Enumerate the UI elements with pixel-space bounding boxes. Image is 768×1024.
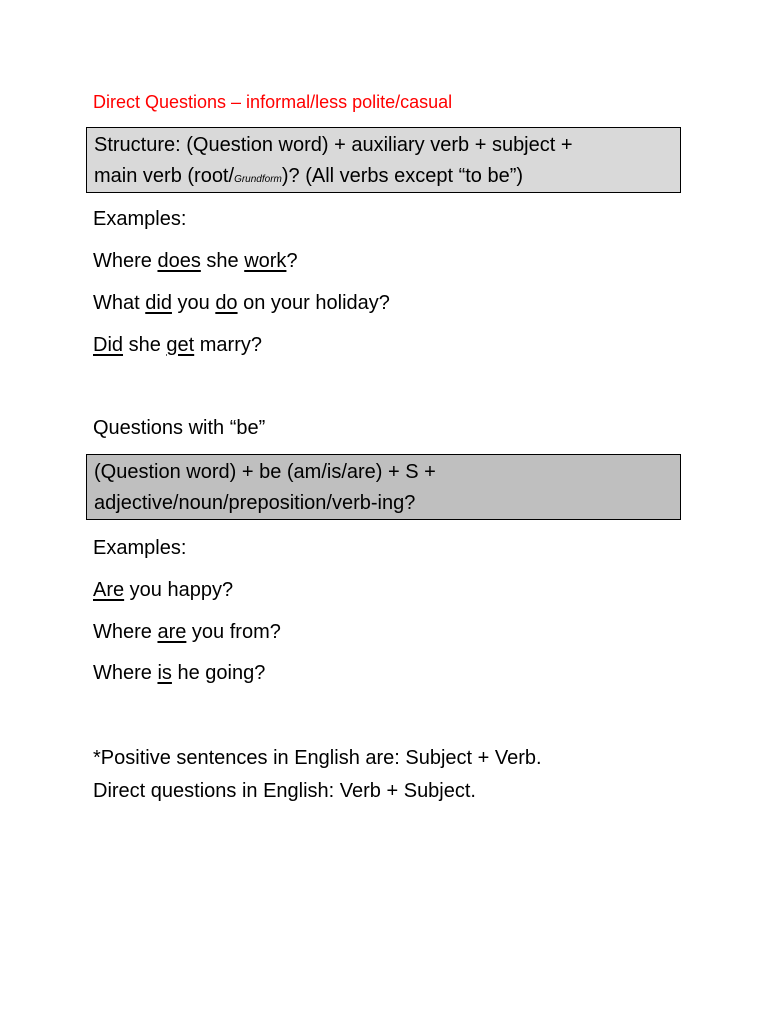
example-text: Where <box>93 621 158 643</box>
be-structure-line-1: (Question word) + be (am/is/are) + S + <box>94 461 436 483</box>
example-text: Where <box>93 250 158 272</box>
underlined-verb: did <box>145 292 172 314</box>
be-structure-line-2: adjective/noun/preposition/verb-ing? <box>94 492 416 514</box>
structure-line-2-start: main verb (root/ <box>94 165 235 187</box>
footnote-line-1: *Positive sentences in English are: Subject + Verb. <box>93 747 542 769</box>
example-text: she <box>123 334 167 356</box>
structure-line-1: Structure: (Question word) + auxiliary verb + subject + <box>94 134 573 156</box>
example-text: What <box>93 292 146 314</box>
example-2-1 <box>93 578 233 602</box>
structure-box <box>86 127 681 193</box>
example-text: he going? <box>171 662 266 684</box>
example-text: you <box>171 292 216 314</box>
example-1-1 <box>93 249 298 273</box>
example-text: you from? <box>186 621 281 643</box>
underlined-verb: get <box>166 334 195 356</box>
example-text: ? <box>286 250 298 272</box>
example-2-3 <box>93 661 265 685</box>
underlined-verb: is <box>157 662 172 684</box>
section-heading: Direct Questions – informal/less polite/casual <box>93 92 453 112</box>
examples-label-2: Examples: <box>93 537 187 559</box>
example-text: she <box>200 250 245 272</box>
example-1-3 <box>93 333 262 357</box>
grundform-note: Grundform <box>234 174 282 185</box>
footnote <box>93 742 542 808</box>
footnote-line-2: Direct questions in English: Verb + Subject. <box>93 780 476 802</box>
example-text: Where <box>93 662 158 684</box>
underlined-verb: work <box>244 250 287 272</box>
be-heading: Questions with “be” <box>93 417 266 439</box>
underlined-verb: Did <box>93 334 124 356</box>
example-2-2 <box>93 620 281 644</box>
structure-line-2 <box>94 161 673 195</box>
underlined-verb: does <box>157 250 201 272</box>
example-text: marry? <box>194 334 262 356</box>
example-text: on your holiday? <box>237 292 390 314</box>
underlined-verb: do <box>215 292 238 314</box>
underlined-verb: are <box>157 621 187 643</box>
be-structure-box <box>86 454 681 520</box>
examples-label-1: Examples: <box>93 208 187 230</box>
example-text: you happy? <box>124 579 234 601</box>
example-1-2 <box>93 291 390 315</box>
structure-line-2-end: )? (All verbs except “to be”) <box>281 165 524 187</box>
underlined-verb: Are <box>93 579 125 601</box>
